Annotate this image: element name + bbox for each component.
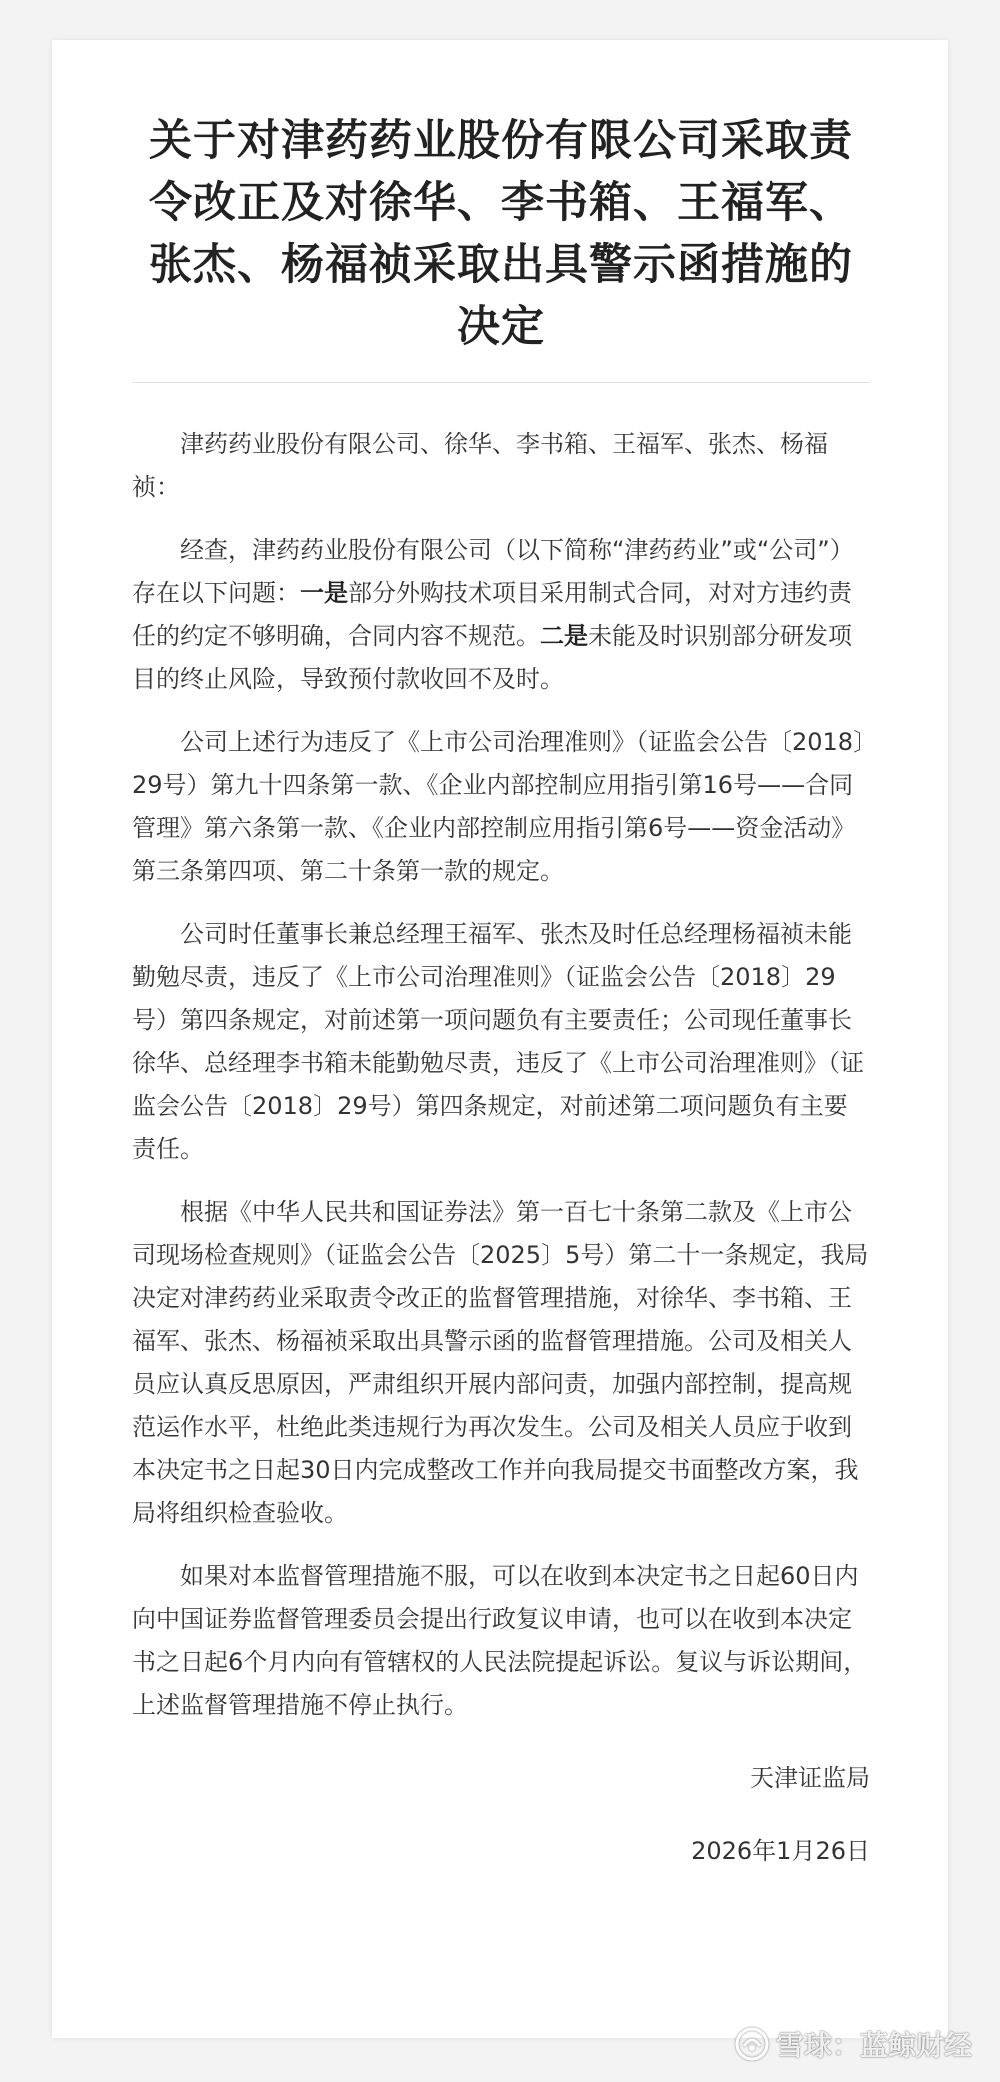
- watermark: [734, 2024, 972, 2064]
- findings-bold-1: 一是: [300, 579, 348, 607]
- addressee-paragraph: 津药药业股份有限公司、徐华、李书箱、王福军、张杰、杨福祯：: [132, 430, 828, 501]
- document-title: 关于对津药药业股份有限公司采取责令改正及对徐华、李书箱、王福军、张杰、杨福祯采取出具警示函措施的决定: [149, 116, 853, 352]
- issue-date: 2026年1月26日: [691, 1837, 870, 1865]
- watermark-text: 雪球：蓝鲸财经: [775, 2029, 972, 2062]
- xueqiu-logo-icon: [734, 2026, 770, 2062]
- decision-paragraph: 根据《中华人民共和国证券法》第一百七十条第二款及《上市公司现场检查规则》（证监会公告〔2025〕5号）第二十一条规定，我局决定对津药药业采取责令改正的监督管理措施，对徐华、李书箱、王福军、张杰、杨福祯采取出具警示函的监督管理措施。公司及相关人员应认真反思原因，严肃组织开展内部问责，加强内部控制，提高规范运作水平，杜绝此类违规行为再次发生。公司及相关人员应于收到本决定书之日起30日内完成整改工作并向我局提交书面整改方案，我局将组织检查验收。: [132, 1198, 869, 1527]
- appeal-paragraph: 如果对本监督管理措施不服，可以在收到本决定书之日起60日内向中国证券监督管理委员会提出行政复议申请，也可以在收到本决定书之日起6个月内向有管辖权的人民法院提起诉讼。复议与诉讼期间，上述监督管理措施不停止执行。: [132, 1562, 868, 1719]
- issuer-signature: 天津证监局: [750, 1764, 870, 1792]
- findings-paragraph: [132, 529, 870, 701]
- findings-bold-2: 二是: [540, 622, 588, 650]
- findings-text-1: 经查，津药药业股份有限公司（以下简称“津药药业”或“公司”）存在以下问题：: [132, 536, 854, 607]
- findings-text-2: 部分外购技术项目采用制式合同，对对方违约责任的约定不够明确，合同内容不规范。: [132, 579, 852, 650]
- findings-text-3: 未能及时识别部分研发项目的终止风险，导致预付款收回不及时。: [132, 622, 852, 693]
- responsibility-paragraph: 公司时任董事长兼总经理王福军、张杰及时任总经理杨福祯未能勤勉尽责，违反了《上市公司治理准则》（证监会公告〔2018〕29号）第四条规定，对前述第一项问题负有主要责任；公司现任董事长徐华、总经理李书箱未能勤勉尽责，违反了《上市公司治理准则》（证监会公告〔2018〕29号）第四条规定，对前述第二项问题负有主要责任。: [132, 920, 864, 1163]
- document-body: [132, 423, 870, 1727]
- document-card: [52, 40, 948, 2038]
- violation-paragraph: 公司上述行为违反了《上市公司治理准则》（证监会公告〔2018〕29号）第九十四条第一款、《企业内部控制应用指引第16号——合同管理》第六条第一款、《企业内部控制应用指引第6号——资金活动》第三条第四项、第二十条第一款的规定。: [132, 728, 866, 885]
- title-divider: [132, 382, 870, 383]
- document-content: [132, 110, 870, 1873]
